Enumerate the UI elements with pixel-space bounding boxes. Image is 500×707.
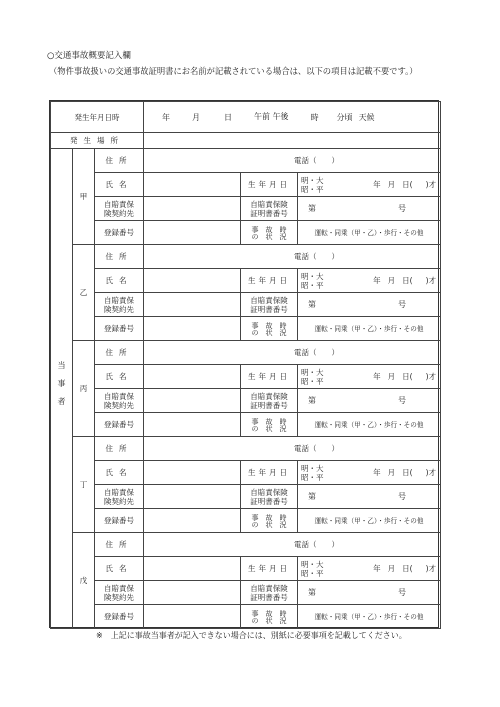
era-top: 明・大 (301, 559, 324, 569)
insurance-field[interactable] (144, 485, 241, 509)
reg-label: 登録番号 (95, 317, 144, 341)
address-label: 住所 (95, 533, 144, 557)
accident-status-choice[interactable] (298, 221, 441, 245)
party-row (51, 317, 441, 341)
form-title: ○交通事故概要記入欄 (47, 51, 131, 61)
phone-label: 電話（ ） (294, 444, 340, 453)
address-field[interactable] (144, 341, 441, 365)
am-pm-choice[interactable] (254, 112, 289, 122)
reg-label: 登録番号 (95, 221, 144, 245)
insurance-field[interactable] (144, 197, 241, 221)
cert-prefix: 第 (308, 204, 317, 213)
datetime-field[interactable] (144, 102, 441, 133)
party-name: 丙 (73, 341, 95, 437)
age-unit: )才 (425, 564, 437, 573)
year-unit: 年 (373, 468, 381, 477)
party-row (51, 581, 441, 605)
bottom-note: ※ 上記に事故当事者が記入できない場合には、別紙に必要事項を記載してください。 (96, 631, 407, 640)
address-label: 住所 (95, 341, 144, 365)
phone-label: 電話（ ） (294, 252, 340, 261)
party-row (51, 221, 441, 245)
reg-field[interactable] (144, 413, 241, 437)
reg-label: 登録番号 (95, 413, 144, 437)
phone-label: 電話（ ） (294, 540, 340, 549)
acc-label-1: 事 故 時 (251, 225, 287, 234)
reg-label: 登録番号 (95, 605, 144, 629)
day-unit: 日( (402, 468, 413, 477)
insurance-label-2: 険契約先 (104, 592, 134, 602)
acc-label-2: の 状 況 (251, 520, 287, 529)
year-unit: 年 (373, 276, 381, 285)
party-row (51, 341, 441, 365)
cert-label (241, 197, 298, 221)
minute-unit: 分頃 (336, 112, 353, 122)
location-field[interactable] (144, 133, 441, 149)
name-label: 氏名 (95, 269, 144, 293)
cert-field[interactable] (298, 581, 441, 605)
cert-label-1: 自賠責保険 (250, 391, 288, 401)
acc-label-1: 事 故 時 (251, 513, 287, 522)
acc-label-2: の 状 況 (251, 328, 287, 337)
era-top: 明・大 (301, 175, 324, 185)
dob-label: 生年月日 (241, 461, 298, 485)
era-choice[interactable] (301, 464, 324, 482)
year-unit: 年 (162, 112, 171, 122)
party-name: 甲 (73, 149, 95, 245)
era-top: 明・大 (301, 463, 324, 473)
year-unit: 年 (373, 564, 381, 573)
month-unit: 月 (192, 112, 201, 122)
year-unit: 年 (373, 372, 381, 381)
reg-field[interactable] (144, 317, 241, 341)
name-field[interactable] (144, 173, 241, 197)
cert-label (241, 389, 298, 413)
cert-label-1: 自賠責保険 (250, 583, 288, 593)
am-label: 午前 (254, 112, 271, 121)
cert-field[interactable] (298, 293, 441, 317)
cert-label (241, 485, 298, 509)
weather-label: 天候 (358, 112, 375, 122)
cert-label-2: 証明書番号 (250, 592, 288, 602)
day-unit: 日( (402, 372, 413, 381)
insurance-field[interactable] (144, 293, 241, 317)
name-label: 氏名 (95, 557, 144, 581)
accident-status-choice[interactable] (298, 509, 441, 533)
dob-field[interactable] (298, 269, 441, 293)
dob-label: 生年月日 (241, 365, 298, 389)
dob-field[interactable] (298, 173, 441, 197)
insurance-label (95, 581, 144, 605)
cert-label-1: 自賠責保険 (250, 487, 288, 497)
cert-suffix: 号 (398, 204, 407, 213)
insurance-label (95, 485, 144, 509)
insurance-label (95, 389, 144, 413)
era-choice[interactable] (301, 560, 324, 578)
age-unit: )才 (425, 468, 437, 477)
insurance-label-2: 険契約先 (104, 208, 134, 218)
name-label: 氏名 (95, 461, 144, 485)
insurance-label-2: 険契約先 (104, 304, 134, 314)
cert-suffix: 号 (398, 300, 407, 309)
day-unit: 日( (402, 180, 413, 189)
name-field[interactable] (144, 365, 241, 389)
party-row (51, 173, 441, 197)
insurance-label-1: 自賠責保 (104, 295, 134, 305)
month-unit: 月 (387, 276, 396, 285)
era-top: 明・大 (301, 367, 324, 377)
party-row (51, 437, 441, 461)
party-row (51, 197, 441, 221)
status-options: 運転・同乗（甲・乙）・歩行・その他 (314, 612, 424, 621)
cert-label-2: 証明書番号 (250, 208, 288, 218)
era-bottom: 昭・平 (301, 568, 324, 578)
pm-label: 午後 (272, 112, 289, 121)
cert-field[interactable] (298, 485, 441, 509)
party-row (51, 293, 441, 317)
status-options: 運転・同乗（甲・乙）・歩行・その他 (314, 420, 424, 429)
accident-status-label (241, 221, 298, 245)
party-row (51, 365, 441, 389)
reg-field[interactable] (144, 605, 241, 629)
era-bottom: 昭・平 (301, 184, 324, 194)
era-bottom: 昭・平 (301, 376, 324, 386)
era-choice[interactable] (301, 176, 324, 194)
location-label: 発生場所 (51, 133, 144, 149)
datetime-label: 発生年月日時 (51, 102, 144, 133)
acc-label-2: の 状 況 (251, 232, 287, 241)
cert-suffix: 号 (398, 396, 407, 405)
insurance-label (95, 197, 144, 221)
party-row (51, 245, 441, 269)
age-unit: )才 (425, 180, 437, 189)
era-choice[interactable] (301, 272, 324, 290)
month-unit: 月 (387, 564, 396, 573)
dob-label: 生年月日 (241, 269, 298, 293)
status-options: 運転・同乗（甲・乙）・歩行・その他 (314, 228, 424, 237)
party-row (51, 389, 441, 413)
acc-label-1: 事 故 時 (251, 417, 287, 426)
insurance-label (95, 293, 144, 317)
datetime-row (51, 102, 441, 133)
address-field[interactable] (144, 533, 441, 557)
cert-suffix: 号 (398, 588, 407, 597)
status-options: 運転・同乗（甲・乙）・歩行・その他 (314, 516, 424, 525)
name-label: 氏名 (95, 173, 144, 197)
party-row (51, 533, 441, 557)
cert-prefix: 第 (308, 492, 317, 501)
phone-label: 電話（ ） (294, 156, 340, 165)
day-unit: 日( (402, 276, 413, 285)
month-unit: 月 (387, 372, 396, 381)
insurance-label-2: 険契約先 (104, 400, 134, 410)
form-table (50, 101, 441, 629)
party-row (51, 413, 441, 437)
name-field[interactable] (144, 557, 241, 581)
status-options: 運転・同乗（甲・乙）・歩行・その他 (314, 324, 424, 333)
phone-label: 電話（ ） (294, 348, 340, 357)
name-label: 氏名 (95, 365, 144, 389)
insurance-label-1: 自賠責保 (104, 391, 134, 401)
accident-status-label (241, 317, 298, 341)
reg-field[interactable] (144, 509, 241, 533)
era-bottom: 昭・平 (301, 280, 324, 290)
era-top: 明・大 (301, 271, 324, 281)
dob-label: 生年月日 (241, 173, 298, 197)
address-label: 住所 (95, 149, 144, 173)
dob-field[interactable] (298, 461, 441, 485)
year-unit: 年 (373, 180, 381, 189)
dob-field[interactable] (298, 365, 441, 389)
address-label: 住所 (95, 437, 144, 461)
party-row (51, 605, 441, 629)
accident-status-label (241, 605, 298, 629)
party-row (51, 485, 441, 509)
cert-label-1: 自賠責保険 (250, 199, 288, 209)
hour-unit: 時 (310, 112, 319, 122)
insurance-label-1: 自賠責保 (104, 487, 134, 497)
cert-field[interactable] (298, 389, 441, 413)
day-unit: 日 (224, 112, 233, 122)
dob-field[interactable] (298, 557, 441, 581)
address-field[interactable] (144, 437, 441, 461)
insurance-field[interactable] (144, 581, 241, 605)
cert-label-2: 証明書番号 (250, 496, 288, 506)
accident-status-label (241, 413, 298, 437)
party-name: 乙 (73, 245, 95, 341)
parties-label: 当事者 (51, 149, 73, 629)
party-row (51, 269, 441, 293)
address-label: 住所 (95, 245, 144, 269)
month-unit: 月 (387, 180, 396, 189)
location-row (51, 133, 441, 149)
acc-label-1: 事 故 時 (251, 321, 287, 330)
day-unit: 日( (402, 564, 413, 573)
acc-label-2: の 状 況 (251, 616, 287, 625)
party-row (51, 557, 441, 581)
party-name: 丁 (73, 437, 95, 533)
month-unit: 月 (387, 468, 396, 477)
accident-status-label (241, 509, 298, 533)
insurance-label-1: 自賠責保 (104, 583, 134, 593)
era-bottom: 昭・平 (301, 472, 324, 482)
party-row (51, 149, 441, 173)
party-row (51, 509, 441, 533)
reg-label: 登録番号 (95, 509, 144, 533)
acc-label-1: 事 故 時 (251, 609, 287, 618)
cert-suffix: 号 (398, 492, 407, 501)
accident-status-choice[interactable] (298, 317, 441, 341)
dob-label: 生年月日 (241, 557, 298, 581)
cert-field[interactable] (298, 197, 441, 221)
cert-prefix: 第 (308, 396, 317, 405)
cert-label-2: 証明書番号 (250, 400, 288, 410)
accident-summary-form (49, 100, 439, 628)
acc-label-2: の 状 況 (251, 424, 287, 433)
insurance-label-2: 険契約先 (104, 496, 134, 506)
cert-label (241, 581, 298, 605)
reg-field[interactable] (144, 221, 241, 245)
address-field[interactable] (144, 245, 441, 269)
era-choice[interactable] (301, 368, 324, 386)
party-row (51, 461, 441, 485)
cert-label (241, 293, 298, 317)
party-name: 戊 (73, 533, 95, 629)
cert-prefix: 第 (308, 300, 317, 309)
insurance-label-1: 自賠責保 (104, 199, 134, 209)
accident-status-choice[interactable] (298, 605, 441, 629)
address-field[interactable] (144, 149, 441, 173)
cert-prefix: 第 (308, 588, 317, 597)
name-field[interactable] (144, 461, 241, 485)
name-field[interactable] (144, 269, 241, 293)
insurance-field[interactable] (144, 389, 241, 413)
top-note: （物件事故扱いの交通事故証明書にお名前が記載されている場合は、以下の項目は記載不要です。） (49, 66, 418, 76)
accident-status-choice[interactable] (298, 413, 441, 437)
age-unit: )才 (425, 372, 437, 381)
age-unit: )才 (425, 276, 437, 285)
cert-label-2: 証明書番号 (250, 304, 288, 314)
cert-label-1: 自賠責保険 (250, 295, 288, 305)
